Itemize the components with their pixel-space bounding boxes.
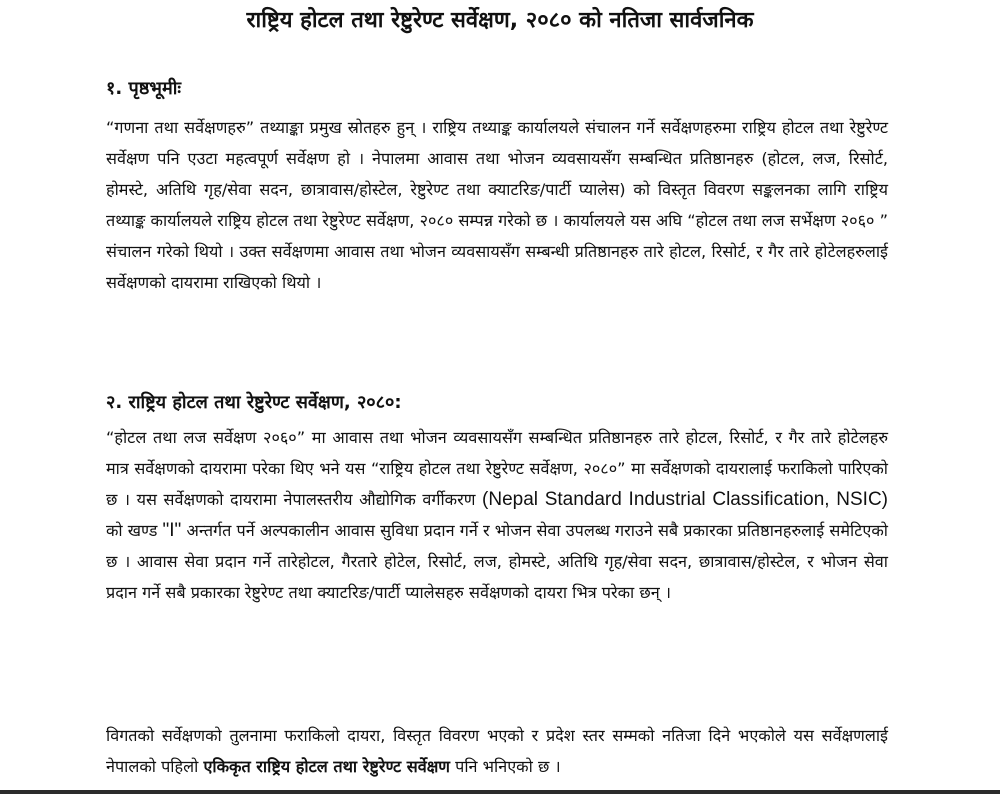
- scope-text-after: अन्तर्गत पर्ने अल्पकालीन आवास सुविधा प्रदान गर्ने र भोजन सेवा उपलब्ध गराउने सबै प्रकारका प्रतिष्ठानहरुलाई समेटिएको छ । आवास सेवा प्रदान गर्ने तारेहोटल, गैरतारे होटेल, रिसोर्ट, लज, होमस्टे, अतिथि गृह/सेवा सदन, छात्रावास/होस्टेल, र भोजन सेवा प्रदान गर्ने सबै प्रकारका रेष्टुरेण्ट तथा क्याटरिङ/पार्टी प्यालेसहरु सर्वेक्षणको दायरा भित्र परेका छन् ।: [106, 521, 888, 602]
- scope-text-before: “होटल तथा लज सर्वेक्षण २०६०” मा आवास तथा भोजन व्यवसायसँग सम्बन्धित प्रतिष्ठानहरु तारे होटल, रिसोर्ट, र गैर तारे होटेलहरु मात्र सर्वेक्षणको दायरामा परेका थिए भने यस “राष्ट्रिय होटल तथा रेष्टुरेण्ट सर्वेक्षण, २०८०” मा सर्वेक्षणको दायरालाई फराकिलो पारिएको छ । यस सर्वेक्षणको दायरामा नेपालस्तरीय औद्योगिक वर्गीकरण: [106, 428, 888, 509]
- document-title: राष्ट्रिय होटल तथा रेष्टुरेण्ट सर्वेक्षण, २०८० को नतिजा सार्वजनिक: [246, 8, 754, 33]
- section-heading-background: १. पृष्ठभूमीः: [106, 78, 182, 99]
- integrated-text-after: पनि भनिएको छ ।: [455, 757, 561, 776]
- bottom-divider: [0, 790, 1000, 794]
- section-heading-survey-2080: २. राष्ट्रिय होटल तथा रेष्टुरेण्ट सर्वेक्षण, २०८०:: [106, 392, 402, 413]
- paragraph-survey-scope: [106, 422, 888, 608]
- paragraph-first-integrated: [106, 720, 888, 782]
- section-i-text: "I": [162, 520, 182, 541]
- nsic-classification-text: (Nepal Standard Industrial Classification, NSIC): [482, 489, 888, 510]
- scope-text-middle: को खण्ड: [106, 521, 158, 540]
- paragraph-background: “गणना तथा सर्वेक्षणहरु” तथ्याङ्का प्रमुख स्रोतहरु हुन् । राष्ट्रिय तथ्याङ्क कार्यालयले संचालन गर्ने सर्वेक्षणहरुमा राष्ट्रिय होटल तथा रेष्टुरेण्ट सर्वेक्षण पनि एउटा महत्वपूर्ण सर्वेक्षण हो । नेपालमा आवास तथा भोजन व्यवसायसँग सम्बन्धित प्रतिष्ठानहरु (होटल, लज, रिसोर्ट, होमस्टे, अतिथि गृह/सेवा सदन, छात्रावास/होस्टेल, रेष्टुरेण्ट तथा क्याटरिङ/पार्टी प्यालेस) को विस्तृत विवरण सङ्कलनका लागि राष्ट्रिय तथ्याङ्क कार्यालयले राष्ट्रिय होटल तथा रेष्टुरेण्ट सर्वेक्षण, २०८० सम्पन्न गरेको छ । कार्यालयले यस अघि “होटल तथा लज सर्भेक्षण २०६० ” संचालन गरेको थियो । उक्त सर्वेक्षणमा आवास तथा भोजन व्यवसायसँग सम्बन्धी प्रतिष्ठानहरु तारे होटल, रिसोर्ट, र गैर तारे होटेलहरुलाई सर्वेक्षणको दायरामा राखिएको थियो ।: [106, 118, 888, 292]
- integrated-survey-bold: एकिकृत राष्ट्रिय होटल तथा रेष्टुरेण्ट सर्वेक्षण: [203, 757, 450, 776]
- integrated-text-before: विगतको सर्वेक्षणको तुलनामा फराकिलो दायरा, विस्तृत विवरण भएको र प्रदेश स्तर सम्मको नतिजा दिने भएकोले यस सर्वेक्षणलाई नेपालको पहिलो: [106, 726, 888, 776]
